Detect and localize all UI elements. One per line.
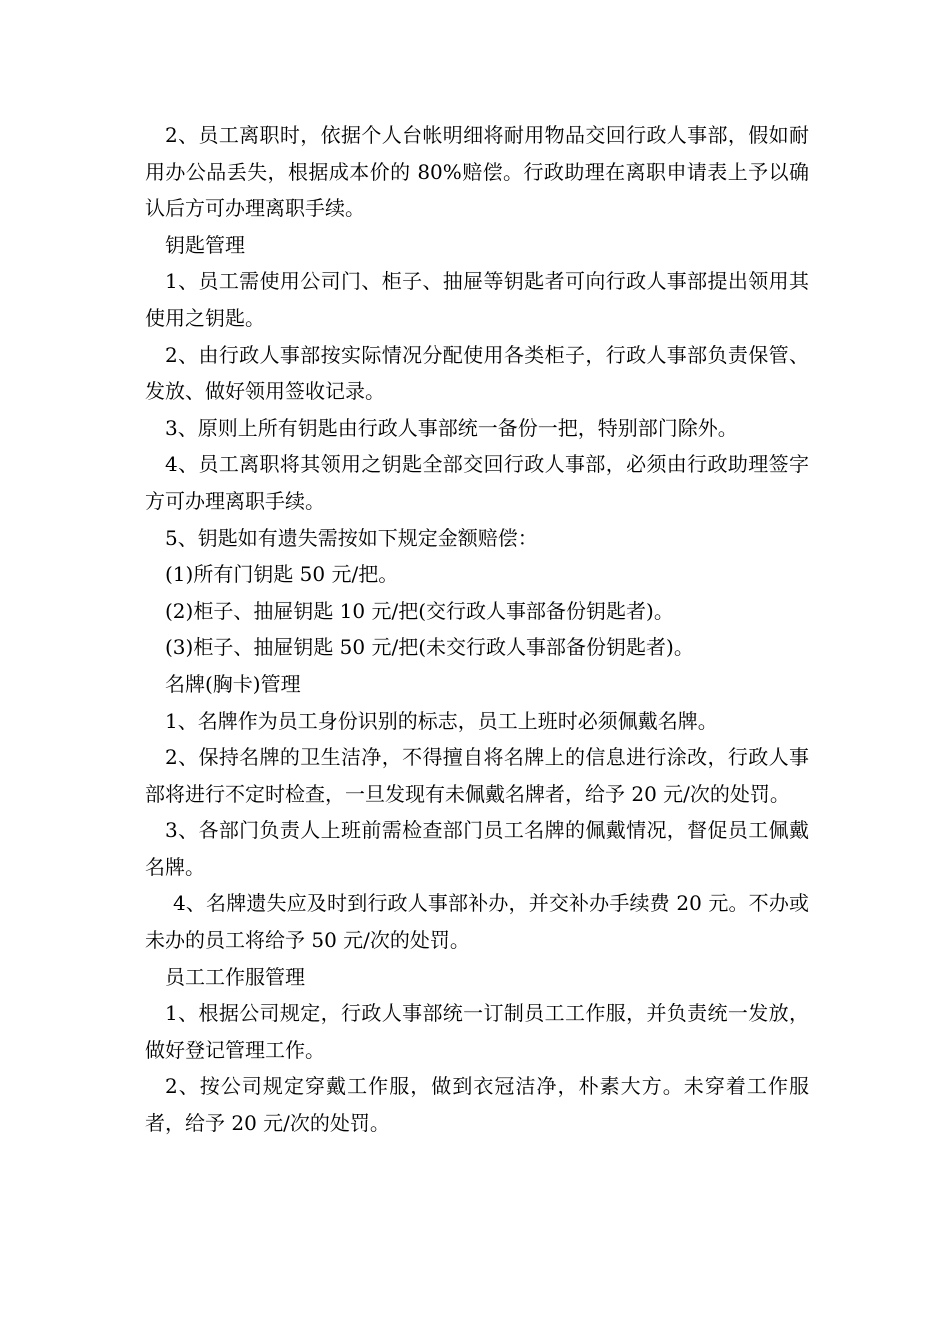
section-heading-badge: 名牌(胸卡)管理 [165,671,301,696]
paragraph-keys-3: 3、原则上所有钥匙由行政人事部统一备份一把，特别部门除外。 [165,415,738,440]
paragraph-keys-5-sub-2: (2)柜子、抽屉钥匙 10 元/把(交行政人事部备份钥匙者)。 [165,598,674,623]
section-heading-uniform: 员工工作服管理 [165,964,305,989]
paragraph-keys-1: 1、员工需使用公司门、柜子、抽屉等钥匙者可向行政人事部提出领用其使用之钥匙。 [145,269,809,330]
document-body [145,117,809,1142]
section-heading-keys: 钥匙管理 [165,232,245,257]
paragraph-keys-5-sub-3: (3)柜子、抽屉钥匙 50 元/把(未交行政人事部备份钥匙者)。 [165,635,694,660]
paragraph-uniform-2: 2、按公司规定穿戴工作服，做到衣冠洁净，朴素大方。未穿着工作服者，给予 20 元/次的处罚。 [145,1074,809,1136]
paragraph-badge-4: 4、名牌遗失应及时到行政人事部补办，并交补办手续费 20 元。不办或未办的员工将给予 50 元/次的处罚。 [145,891,809,953]
paragraph-badge-2: 2、保持名牌的卫生洁净，不得擅自将名牌上的信息进行涂改，行政人事部将进行不定时检查，一旦发现有未佩戴名牌者，给予 20 元/次的处罚。 [145,745,809,806]
paragraph-return-items: 2、员工离职时，依据个人台帐明细将耐用物品交回行政人事部，假如耐用办公品丢失，根据成本价的 80%赔偿。行政助理在离职申请表上予以确认后方可办理离职手续。 [145,123,809,221]
paragraph-badge-1: 1、名牌作为员工身份识别的标志，员工上班时必须佩戴名牌。 [165,708,718,733]
paragraph-keys-2: 2、由行政人事部按实际情况分配使用各类柜子，行政人事部负责保管、发放、做好领用签收记录。 [145,342,809,404]
paragraph-keys-5-sub-1: (1)所有门钥匙 50 元/把。 [165,562,399,587]
paragraph-keys-5: 5、钥匙如有遗失需按如下规定金额赔偿： [165,525,538,550]
paragraph-badge-3: 3、各部门负责人上班前需检查部门员工名牌的佩戴情况，督促员工佩戴名牌。 [145,818,809,879]
paragraph-uniform-1: 1、根据公司规定，行政人事部统一订制员工工作服，并负责统一发放，做好登记管理工作。 [145,1001,809,1062]
paragraph-keys-4: 4、员工离职将其领用之钥匙全部交回行政人事部，必须由行政助理签字方可办理离职手续。 [145,452,809,513]
